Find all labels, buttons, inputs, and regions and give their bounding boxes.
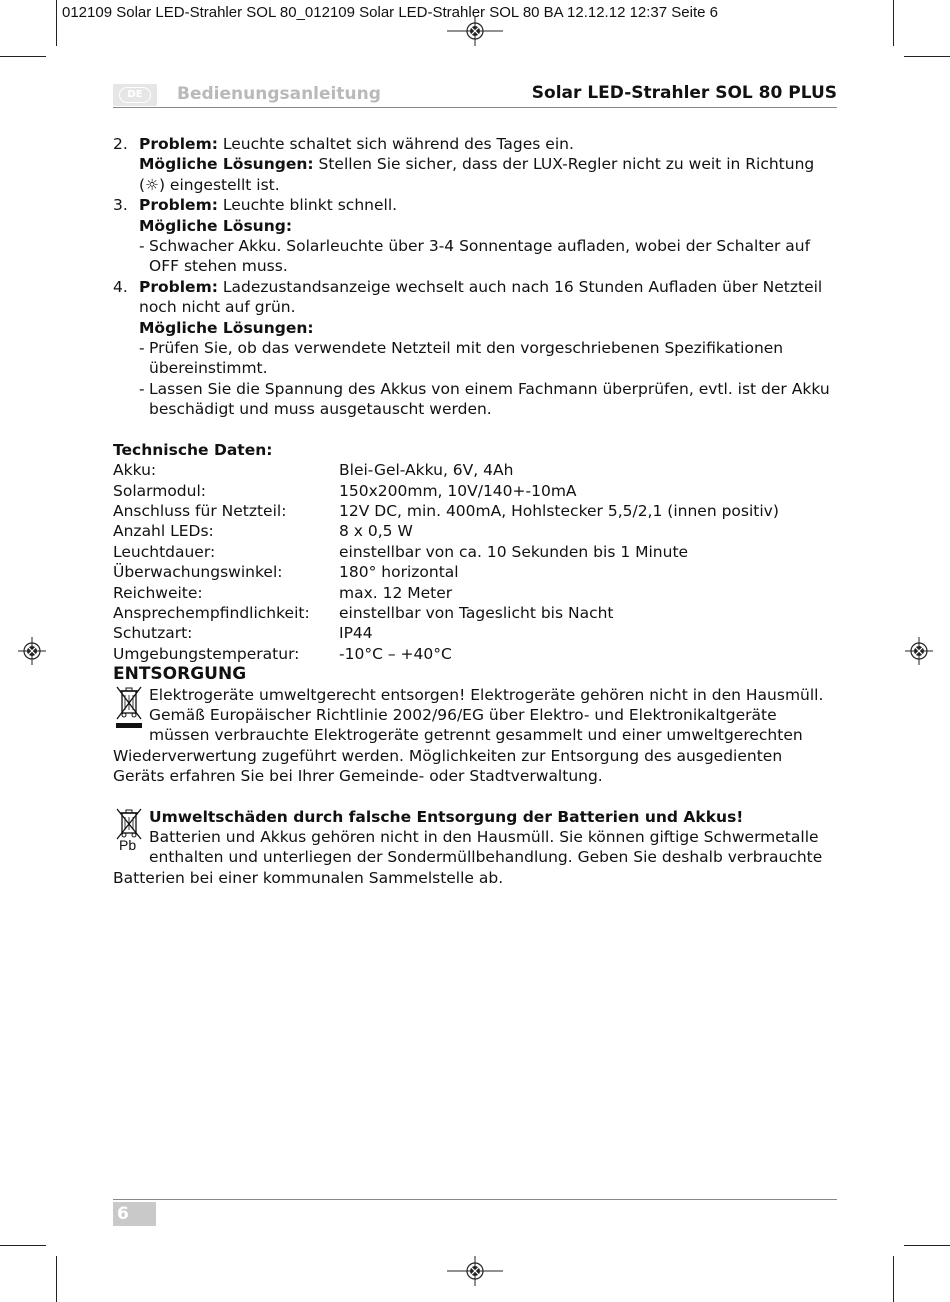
tech-key: Reichweite: [113, 583, 203, 602]
battery-heading: Umweltschäden durch falsche Entsorgung der Batterien und Akkus! [149, 807, 744, 826]
crop-mark [0, 56, 46, 57]
tech-row [113, 644, 837, 664]
tech-value: einstellbar von Tageslicht bis Nacht [339, 603, 614, 622]
tech-key: Ansprechempfindlichkeit: [113, 603, 310, 622]
tech-table [113, 460, 837, 664]
problem-text: Ladezustandsanzeige wechselt auch nach 16 Stunden Aufladen über Netzteil noch nicht auf grün. [139, 277, 823, 317]
tech-key: Solarmodul: [113, 481, 206, 500]
tech-row [113, 460, 837, 480]
solution-bullet: - Schwacher Akku. Solarleuchte über 3-4 Sonnentage aufladen, wobei der Schalter auf OFF stehen muss. [139, 237, 811, 276]
tech-value: max. 12 Meter [339, 583, 453, 602]
weee-notice [113, 685, 837, 787]
tech-value: 150x200mm, 10V/140+-10mA [339, 481, 577, 500]
crop-mark [56, 1256, 57, 1302]
print-slug: 012109 Solar LED-Strahler SOL 80_012109 Solar LED-Strahler SOL 80 BA 12.12.12 12:37 Seite 6 [62, 4, 718, 21]
registration-mark-bottom-icon [447, 1256, 503, 1286]
tech-row [113, 521, 837, 541]
crop-mark [0, 1245, 46, 1246]
tech-key: Schutzart: [113, 624, 193, 643]
tech-row [113, 481, 837, 501]
tech-key: Anzahl LEDs: [113, 522, 214, 541]
crop-mark [893, 1256, 894, 1302]
problem-text: Leuchte schaltet sich während des Tages ein. [217, 135, 574, 153]
tech-key: Akku: [113, 461, 157, 480]
problem-text: Leuchte blinkt schnell. [217, 196, 398, 215]
header-manual-title: Bedienungsanleitung [177, 84, 381, 104]
problem-item [113, 134, 837, 195]
language-badge [113, 84, 157, 106]
problem-label: Problem: [139, 135, 218, 153]
tech-key: Anschluss für Netzteil: [113, 501, 287, 520]
tech-value: IP44 [339, 624, 373, 643]
solution-label: Mögliche Lösungen: [139, 318, 314, 337]
problem-number: 4. [113, 277, 128, 296]
battery-text: Batterien und Akkus gehören nicht in den Hausmüll. Sie können giftige Schwermetalle enthalten und unterliegen der Sondermüllbehandlung. Geben Sie deshalb verbrauchte Batterien bei einer kommunalen Sammelstelle ab. [113, 828, 823, 887]
pb-label: Pb [119, 836, 137, 853]
tech-row [113, 603, 837, 623]
tech-value: -10°C – +40°C [339, 644, 452, 663]
tech-key: Überwachungswinkel: [113, 563, 283, 582]
tech-value: Blei-Gel-Akku, 6V, 4Ah [339, 461, 514, 480]
tech-row [113, 501, 837, 521]
header-divider [113, 107, 837, 108]
crop-mark [904, 1245, 950, 1246]
solution-label: Mögliche Lösungen: [139, 155, 314, 174]
crop-mark [56, 0, 57, 46]
solution-bullet-text: Prüfen Sie, ob das verwendete Netzteil mit den vorgeschriebenen Spezifikationen übereinstimmt. [149, 339, 784, 378]
language-code: DE [119, 87, 151, 103]
crop-mark [904, 56, 950, 57]
disposal-heading: ENTSORGUNG [113, 664, 247, 685]
solution-bullet: - Prüfen Sie, ob das verwendete Netzteil mit den vorgeschriebenen Spezifikationen übereinstimmt. [139, 339, 784, 378]
page-body [113, 134, 837, 888]
tech-row [113, 542, 837, 562]
battery-notice [113, 807, 837, 889]
page-number: 6 [113, 1202, 156, 1226]
header-product-title: Solar LED-Strahler SOL 80 PLUS [531, 83, 837, 103]
tech-row [113, 623, 837, 643]
tech-row [113, 583, 837, 603]
problem-number: 2. [113, 135, 128, 153]
solution-text: Stellen Sie sicher, dass der LUX-Regler nicht zu weit in Richtung (☼) eingestellt ist. [139, 155, 815, 194]
solution-bullet-text: Lassen Sie die Spannung des Akkus von einem Fachmann überprüfen, evtl. ist der Akku beschädigt und muss ausgetauscht werden. [149, 379, 830, 419]
weee-text: Elektrogeräte umweltgerecht entsorgen! Elektrogeräte gehören nicht in den Hausmüll. Gemäß Europäischer Richtlinie 2002/96/EG über Elektro- und Elektronikaltgeräte müssen verbrauchte Elektrogeräte getrennt gesammelt und einer umweltgerechten Wiederverwertung zugeführt werden. Möglichkeiten zur Entsorgung des ausgedienten Geräts erfahren Sie bei Ihrer Gemeinde- oder Stadtverwaltung. [113, 685, 824, 786]
solution-label: Mögliche Lösung: [139, 216, 293, 235]
problem-label: Problem: [139, 277, 218, 296]
tech-value: 12V DC, min. 400mA, Hohlstecker 5,5/2,1 (innen positiv) [339, 501, 779, 520]
registration-mark-right-icon [905, 637, 933, 665]
problem-label: Problem: [139, 196, 218, 215]
solution-bullet-text: Schwacher Akku. Solarleuchte über 3-4 Sonnentage aufladen, wobei der Schalter auf OFF stehen muss. [149, 237, 811, 276]
registration-mark-top-icon [447, 16, 503, 46]
tech-value: 180° horizontal [339, 563, 459, 582]
problem-item [113, 277, 837, 420]
tech-key: Leuchtdauer: [113, 542, 216, 561]
tech-heading: Technische Daten: [113, 440, 273, 459]
crossed-bin-icon [113, 685, 149, 741]
problem-item [113, 195, 837, 277]
problem-number: 3. [113, 196, 128, 215]
tech-key: Umgebungstemperatur: [113, 644, 300, 663]
crop-mark [893, 0, 894, 46]
tech-value: 8 x 0,5 W [339, 522, 413, 541]
registration-mark-left-icon [18, 637, 46, 665]
solution-bullet: - Lassen Sie die Spannung des Akkus von einem Fachmann überprüfen, evtl. ist der Akku beschädigt und muss ausgetauscht werden. [139, 379, 830, 419]
crossed-bin-pb-icon [113, 807, 149, 857]
tech-value: einstellbar von ca. 10 Sekunden bis 1 Minute [339, 542, 689, 561]
tech-row [113, 562, 837, 582]
footer-divider [113, 1199, 837, 1200]
